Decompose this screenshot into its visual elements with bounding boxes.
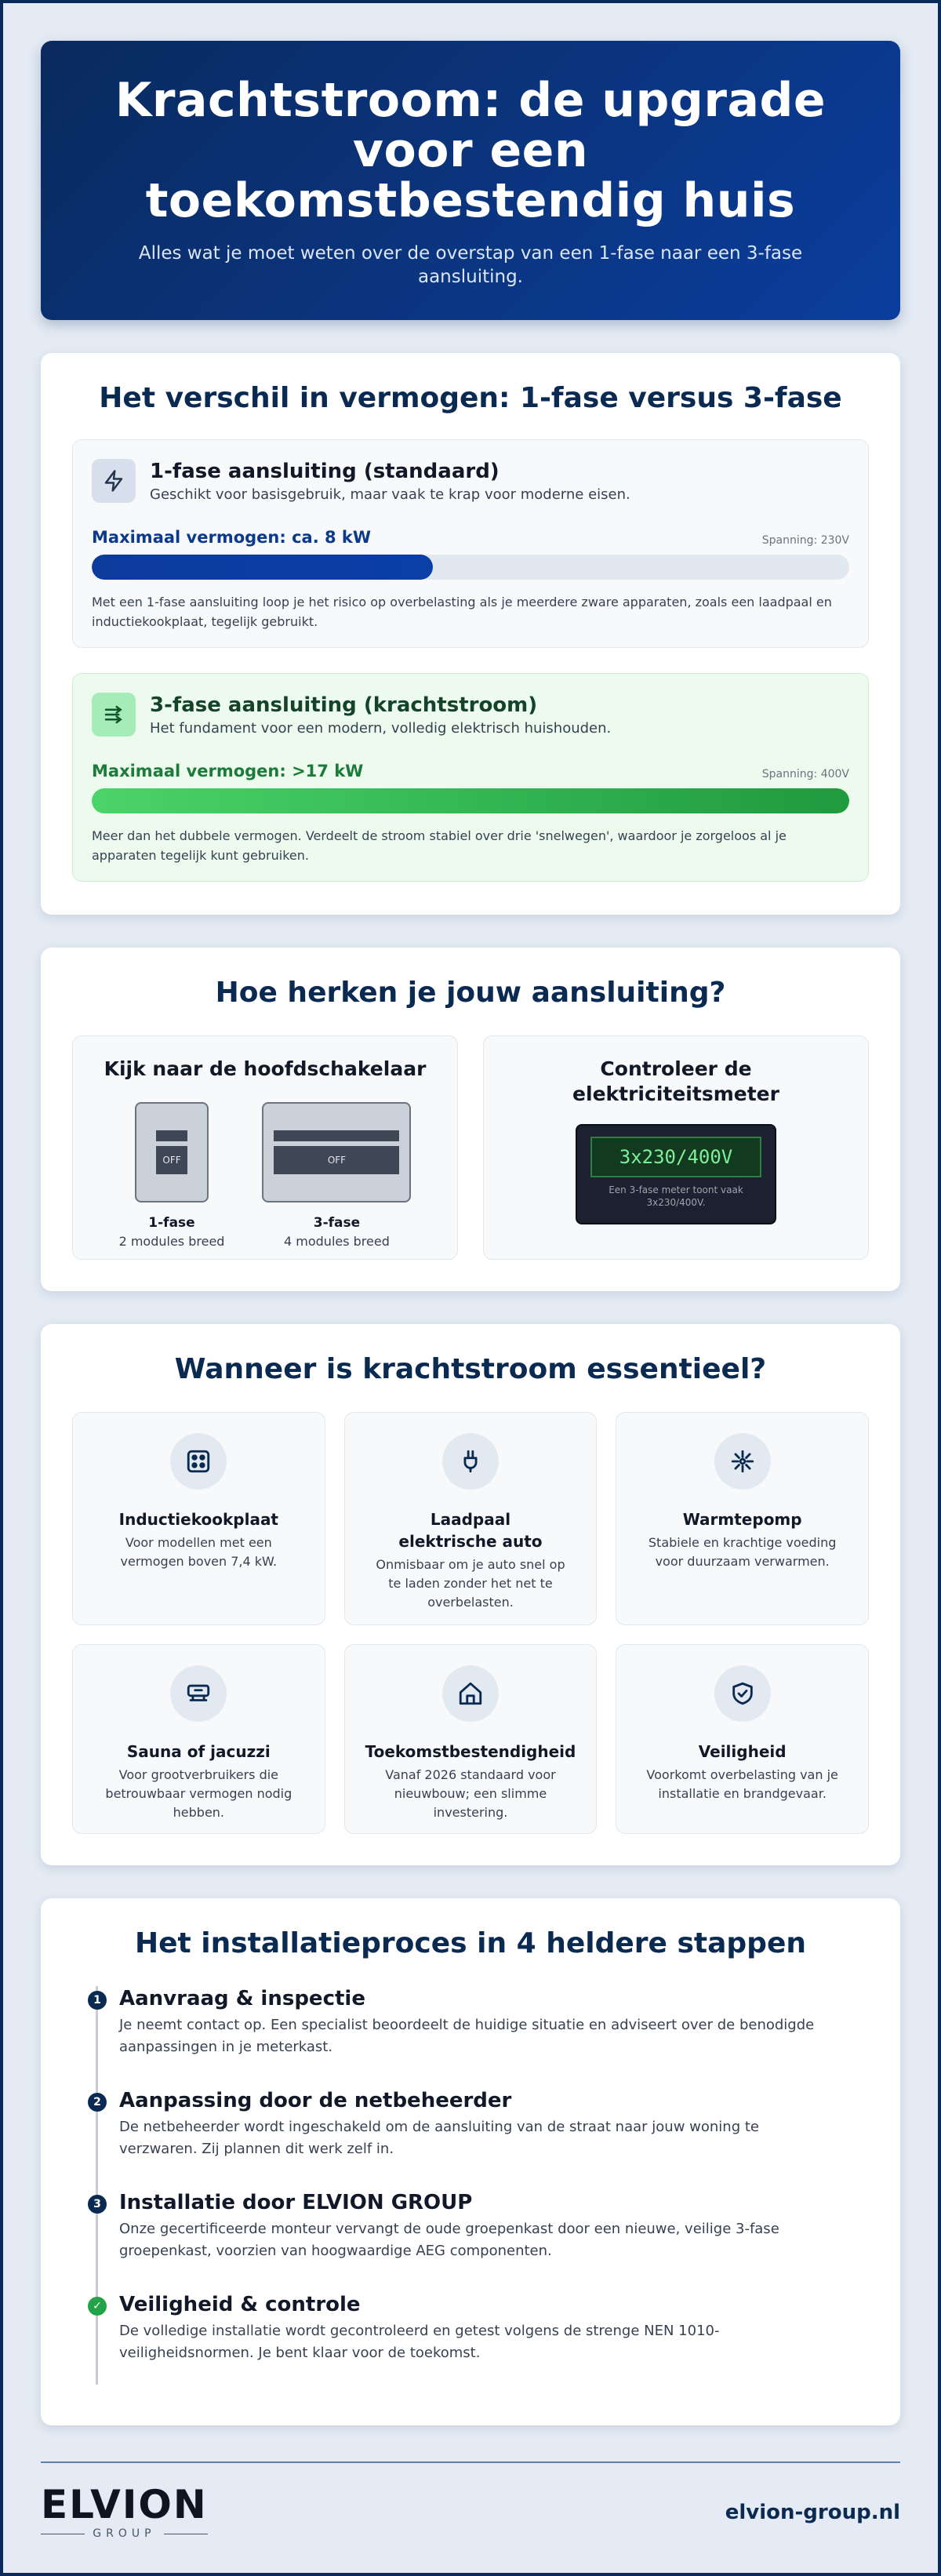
- tile-description: Voor modellen met een vermogen boven 7,4 kW.: [120, 1535, 278, 1569]
- power-bar-track: [92, 555, 849, 580]
- switch-label: 1-fase: [148, 1215, 195, 1231]
- tile-description: Voorkomt overbelasting van je installatie en brandgevaar.: [646, 1767, 838, 1801]
- switch-illustration: [135, 1102, 209, 1202]
- max-power-label: Maximaal vermogen: ca. 8 kW: [92, 528, 372, 547]
- heat-pump-icon: [714, 1433, 771, 1490]
- use-tile: [72, 1644, 325, 1834]
- use-tile: [616, 1644, 869, 1834]
- logo-subline: [41, 2527, 208, 2540]
- max-power-label: Maximaal vermogen: >17 kW: [92, 762, 364, 780]
- switch-note: 2 modules breed: [118, 1234, 225, 1249]
- process-step: [85, 2292, 869, 2364]
- step-number-badge: 3: [88, 2195, 107, 2214]
- process-timeline: [85, 1986, 869, 2364]
- essential-uses-section: [41, 1324, 900, 1865]
- box-title: Controleer de elektriciteitsmeter: [572, 1057, 779, 1105]
- cooktop-icon: [170, 1433, 227, 1490]
- step-description: De volledige installatie wordt gecontroleerd en getest volgens de strenge NEN 1010-veiligheidsnormen. Je bent klaar voor de toekomst.: [119, 2323, 720, 2361]
- tile-title: Warmtepomp: [682, 1510, 802, 1529]
- step-title: Aanpassing door de netbeheerder: [119, 2089, 512, 2112]
- logo-group-text: GROUP: [93, 2527, 156, 2540]
- section-heading: Het installatieproces in 4 heldere stappen: [135, 1927, 806, 1959]
- phase-description: Meer dan het dubbele vermogen. Verdeelt de stroom stabiel over drie 'snelwegen', waardoor je zorgeloos al je apparaten tegelijk kunt gebruiken.: [92, 828, 787, 863]
- logo-wordmark: ELVION: [41, 2482, 208, 2527]
- voltage-label: Spanning: 400V: [761, 768, 849, 780]
- meter-display: 3x230/400V: [590, 1137, 761, 1177]
- three-phase-switch: [262, 1102, 411, 1249]
- elvion-logo: [41, 2483, 208, 2540]
- house-icon: [442, 1665, 499, 1722]
- tile-title: Veiligheid: [698, 1742, 787, 1761]
- power-bar-fill: [92, 788, 849, 813]
- meter-box: [483, 1035, 869, 1260]
- check-icon: ✓: [88, 2297, 107, 2316]
- tile-title: Toekomstbestendigheid: [365, 1742, 576, 1761]
- page-title: Krachtstroom: de upgrade voor een toekomstbestendig huis: [114, 73, 827, 228]
- step-description: Onze gecertificeerde monteur vervangt de oude groepenkast door een nieuwe, veilige 3-fase groepenkast, voorzien van hoogwaardige AEG componenten.: [119, 2221, 779, 2259]
- step-number-badge: 2: [88, 2093, 107, 2112]
- use-tile: [72, 1412, 325, 1625]
- power-bar-track: [92, 788, 849, 813]
- switch-illustration: [262, 1102, 411, 1202]
- phase-title: 1-fase aansluiting (standaard): [150, 460, 500, 483]
- page-subtitle: Alles wat je moet weten over de overstap van een 1-fase naar een 3-fase aansluiting.: [138, 243, 803, 287]
- process-step: [85, 1986, 869, 2058]
- main-switch-box: [72, 1035, 458, 1260]
- installation-process-section: [41, 1898, 900, 2425]
- phase-title: 3-fase aansluiting (krachtstroom): [150, 693, 538, 717]
- use-tile: [344, 1412, 598, 1625]
- switch-label: 3-fase: [313, 1215, 361, 1231]
- step-title: Aanvraag & inspectie: [119, 1987, 365, 2010]
- process-step: [85, 2088, 869, 2160]
- tile-description: Voor grootverbruikers die betrouwbaar vermogen nodig hebben.: [105, 1767, 292, 1820]
- tile-title: Laadpaal elektrische auto: [398, 1510, 543, 1551]
- phase-subtitle: Het fundament voor een modern, volledig elektrisch huishouden.: [150, 720, 612, 737]
- section-heading: Het verschil in vermogen: 1-fase versus 3-fase: [99, 382, 842, 414]
- section-heading: Hoe herken je jouw aansluiting?: [215, 977, 726, 1009]
- voltage-label: Spanning: 230V: [761, 534, 849, 547]
- tile-title: Sauna of jacuzzi: [126, 1742, 271, 1761]
- use-tile: [344, 1644, 598, 1834]
- step-title: Installatie door ELVION GROUP: [119, 2191, 473, 2214]
- step-title: Veiligheid & controle: [119, 2293, 361, 2316]
- step-description: Je neemt contact op. Een specialist beoordeelt de huidige situatie en adviseert over de benodigde aanpassingen in je meterkast.: [119, 2017, 815, 2055]
- tile-description: Vanaf 2026 standaard voor nieuwbouw; een slimme investering.: [385, 1767, 556, 1820]
- website-link[interactable]: elvion-group.nl: [725, 2501, 900, 2524]
- section-heading: Wanneer is krachtstroom essentieel?: [174, 1353, 767, 1385]
- use-tile: [616, 1412, 869, 1625]
- sauna-icon: [170, 1665, 227, 1722]
- power-bar-fill: [92, 555, 433, 580]
- tile-title: Inductiekookplaat: [118, 1510, 278, 1529]
- page-footer: [41, 2461, 900, 2540]
- lightning-icon: [92, 459, 136, 503]
- off-label: OFF: [274, 1146, 399, 1174]
- three-lines-icon: [92, 693, 136, 737]
- hero-banner: [41, 41, 900, 320]
- process-step: [85, 2190, 869, 2262]
- step-description: De netbeheerder wordt ingeschakeld om de aansluiting van de straat naar jouw woning te verzwaren. Zij plannen dit werk zelf in.: [119, 2119, 759, 2157]
- box-title: Kijk naar de hoofdschakelaar: [104, 1057, 427, 1080]
- infographic-page: [3, 3, 938, 2573]
- recognize-connection-section: [41, 948, 900, 1291]
- shield-check-icon: [714, 1665, 771, 1722]
- electricity-meter: [576, 1124, 776, 1224]
- charging-plug-icon: [442, 1433, 499, 1490]
- single-phase-switch: [119, 1102, 225, 1249]
- step-number-badge: 1: [88, 1991, 107, 2010]
- off-label: OFF: [156, 1146, 187, 1174]
- meter-note: Een 3-fase meter toont vaak 3x230/400V.: [609, 1184, 743, 1208]
- three-phase-card: [72, 673, 869, 882]
- phase-description: Met een 1-fase aansluiting loop je het risico op overbelasting als je meerdere zware apparaten, zoals een laadpaal en inductiekookplaat, tegelijk gebruikt.: [92, 595, 832, 629]
- power-comparison-section: [41, 353, 900, 915]
- tile-description: Onmisbaar om je auto snel op te laden zonder het net te overbelasten.: [376, 1557, 565, 1610]
- phase-subtitle: Geschikt voor basisgebruik, maar vaak te krap voor moderne eisen.: [150, 486, 630, 503]
- tile-description: Stabiele en krachtige voeding voor duurzaam verwarmen.: [648, 1535, 837, 1569]
- switch-note: 4 modules breed: [284, 1234, 390, 1249]
- single-phase-card: [72, 439, 869, 648]
